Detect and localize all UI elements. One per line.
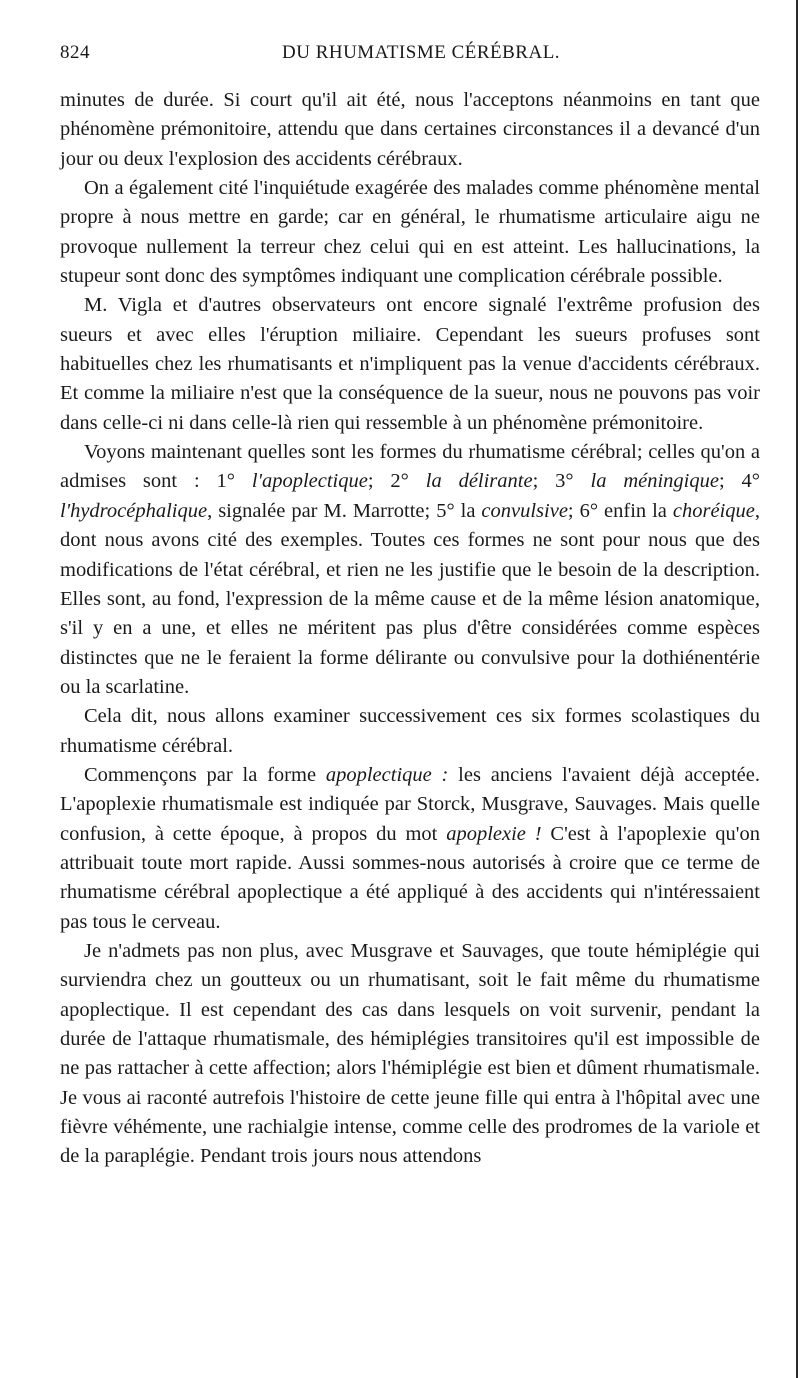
paragraph	[60, 86, 760, 174]
body-text	[60, 86, 760, 1172]
italic-text: l'apoplectique	[251, 470, 368, 493]
italic-text: apoplexie !	[446, 822, 542, 845]
text-run: minutes de durée. Si court qu'il ait été, nous l'acceptons néanmoins en tant que phénomène prémonitoire, attendu que dans certaines circonstances il a devancé d'un jour ou deux l'explosion des accidents cérébraux.	[60, 89, 760, 170]
paragraph	[60, 291, 760, 438]
paragraph	[60, 937, 760, 1172]
running-title: DU RHUMATISME CÉRÉBRAL.	[282, 42, 561, 63]
italic-text: apoplectique :	[325, 763, 449, 786]
text-run: ; 4°	[718, 470, 760, 493]
text-run: Je n'admets pas non plus, avec Musgrave et Sauvages, que toute hémiplégie qui surviendra chez un goutteux ou un rhumatisant, soit le fait même du rhumatisme apoplectique. Il est cependant des cas dans lesquels on voit survenir, pendant la durée de l'attaque rhumatismale, des hémiplégies transitoires qu'il est impossible de ne pas rattacher à cette affection; alors l'hémiplégie est bien et dûment rhumatismale. Je vous ai raconté autrefois l'histoire de cette jeune fille qui entra à l'hôpital avec une fièvre véhémente, une rachialgie intense, comme celle des prodromes de la variole et de la paraplégie. Pendant trois jours nous attendons	[60, 939, 760, 1168]
text-run: On a également cité l'inquiétude exagérée des malades comme phénomène mental propre à nous mettre en garde; car en général, le rhumatisme articulaire aigu ne provoque nullement la terreur chez celui qui en est atteint. Les hallucinations, la stupeur sont donc des symptômes indiquant une complication cérébrale possible.	[60, 177, 760, 288]
text-run: ; 3°	[532, 470, 591, 493]
text-run: M. Vigla et d'autres observateurs ont encore signalé l'extrême profusion des sueurs et avec elles l'éruption miliaire. Cependant les sueurs profuses sont habituelles chez les rhumatisants et n'impliquent pas la venue d'accidents cérébraux. Et comme la miliaire n'est que la conséquence de la sueur, nous ne pouvons pas voir dans celle-ci ni dans celle-là rien qui ressemble à un phénomène prémonitoire.	[60, 294, 760, 434]
paragraph	[60, 761, 760, 937]
text-run: ; 2°	[367, 470, 426, 493]
page-edge-line	[796, 0, 798, 1378]
page-number: 824	[60, 42, 90, 63]
text-run: , signalée par M. Marrotte; 5° la	[207, 499, 482, 522]
italic-text: choréique	[672, 499, 755, 522]
text-run: Commençons par la forme	[84, 763, 326, 786]
italic-text: la délirante	[425, 470, 533, 493]
italic-text: l'hydrocéphalique	[60, 499, 208, 522]
running-header	[60, 42, 760, 72]
italic-text: la méningique	[590, 470, 719, 493]
paragraph	[60, 438, 760, 702]
paragraph	[60, 702, 760, 761]
paragraph	[60, 174, 760, 291]
italic-text: convulsive	[481, 499, 568, 522]
text-run: Voyons maintenant quelles sont les formes du rhumatisme cérébral; celles qu'on a admises sont : 1°	[60, 441, 760, 493]
text-run: les anciens l'avaient déjà acceptée. L'apoplexie rhumatismale est indiquée par Storck, Musgrave, Sauvages. Mais quelle confusion, à cette époque, à propos du mot	[60, 763, 760, 845]
text-run: Cela dit, nous allons examiner successivement ces six formes scolastiques du rhumatisme cérébral.	[60, 705, 760, 757]
text-run: , dont nous avons cité des exemples. Toutes ces formes ne sont pour nous que des modifications de l'état cérébral, et rien ne les justifie que le besoin de la description. Elles sont, au fond, l'expression de la même cause et de la même lésion anatomique, s'il y en a une, et elles ne méritent pas plus d'être considérées comme espèces distinctes que ne le feraient la forme délirante ou convulsive pour la dothiénentérie ou la scarlatine.	[60, 499, 760, 698]
text-run: ; 6° enfin la	[567, 499, 673, 522]
text-run: C'est à l'apoplexie qu'on attribuait toute mort rapide. Aussi sommes-nous autorisés à croire que ce terme de rhumatisme cérébral apoplectique a été appliqué à des accidents qui n'intéressaient pas tous le cerveau.	[60, 822, 760, 933]
